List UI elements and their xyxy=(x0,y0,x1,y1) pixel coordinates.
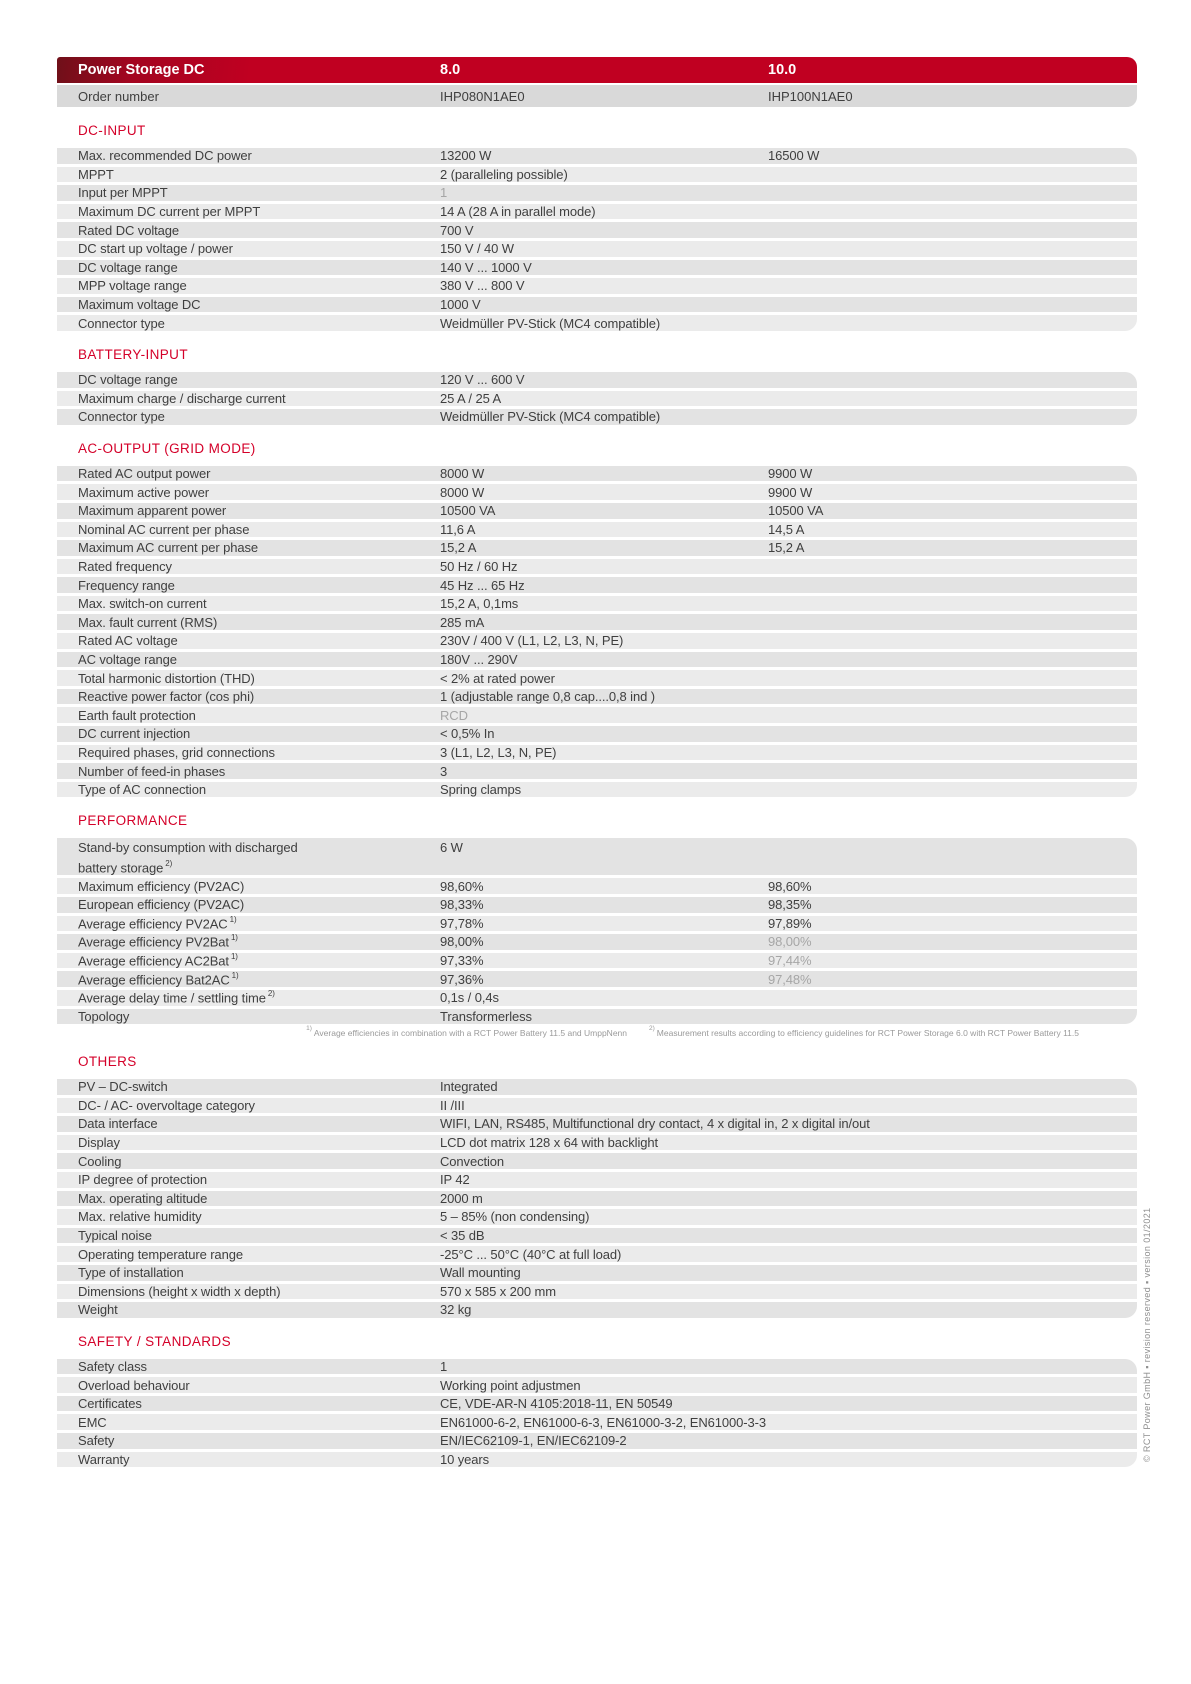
spec-label: Maximum AC current per phase xyxy=(78,540,258,556)
spec-section xyxy=(57,123,1137,331)
efficiency-footnote xyxy=(57,1027,1137,1038)
spec-label: Average efficiency Bat2AC $^{1)}$ xyxy=(78,970,239,987)
table-row xyxy=(57,971,1137,987)
spec-label: Type of installation xyxy=(78,1265,184,1281)
spec-value-8: Integrated xyxy=(440,1079,498,1095)
spec-value-8: EN61000-6-2, EN61000-6-3, EN61000-3-2, EN61000-3-3 xyxy=(440,1414,766,1430)
spec-label: Max. switch-on current xyxy=(78,596,207,612)
spec-label: Connector type xyxy=(78,315,165,331)
spec-value-8: Weidmüller PV-Stick (MC4 compatible) xyxy=(440,315,661,331)
spec-label: Rated AC voltage xyxy=(78,633,178,649)
spec-label: DC current injection xyxy=(78,726,191,742)
copyright-side-note: © RCT Power GmbH ▪ revision reserved ▪ version 01/2021 xyxy=(1142,1207,1152,1462)
spec-value-10: 16500 W xyxy=(768,148,820,164)
spec-label: Reactive power factor (cos phi) xyxy=(78,689,255,705)
spec-label: Max. relative humidity xyxy=(78,1209,202,1225)
table-row xyxy=(57,596,1137,612)
spec-value-8: 97,36% xyxy=(440,971,484,987)
table-row xyxy=(57,204,1137,220)
spec-label: Maximum apparent power xyxy=(78,503,227,519)
table-row xyxy=(57,278,1137,294)
spec-value-8: 10 years xyxy=(440,1451,490,1467)
spec-label: Certificates xyxy=(78,1396,142,1412)
spec-value-8: 13200 W xyxy=(440,148,492,164)
spec-label: Stand-by consumption with discharged battery storage $^{2)}$ xyxy=(78,840,298,876)
table-header-bar xyxy=(57,57,1137,83)
spec-value-8: 25 A / 25 A xyxy=(440,390,502,406)
section-rows xyxy=(57,372,1137,425)
footnote-part: $^{1)}$ Average efficiencies in combination with a RCT Power Battery 11.5 and UmppNenn xyxy=(306,1025,627,1038)
table-row xyxy=(57,297,1137,313)
spec-label: Connector type xyxy=(78,409,165,425)
product-family-title: Power Storage DC xyxy=(78,62,205,78)
spec-value-8: Spring clamps xyxy=(440,782,522,798)
table-row xyxy=(57,148,1137,164)
order-number-8: IHP080N1AE0 xyxy=(440,88,525,104)
table-row xyxy=(57,315,1137,331)
spec-value-8: 1 (adjustable range 0,8 cap....0,8 ind ) xyxy=(440,689,655,705)
table-row xyxy=(57,167,1137,183)
table-row xyxy=(57,391,1137,407)
table-row xyxy=(57,1079,1137,1095)
spec-label: Warranty xyxy=(78,1451,130,1467)
spec-label: Maximum active power xyxy=(78,484,209,500)
spec-label: Typical noise xyxy=(78,1228,152,1244)
table-row xyxy=(57,372,1137,388)
spec-value-8: 570 x 585 x 200 mm xyxy=(440,1283,556,1299)
spec-value-8: Weidmüller PV-Stick (MC4 compatible) xyxy=(440,409,661,425)
spec-value-8: Convection xyxy=(440,1153,505,1169)
model-column-8: 8.0 xyxy=(440,62,461,78)
spec-label: DC voltage range xyxy=(78,372,178,388)
table-row xyxy=(57,1098,1137,1114)
section-rows xyxy=(57,466,1137,798)
spec-value-8: 11,6 A xyxy=(440,521,476,537)
spec-label: Maximum charge / discharge current xyxy=(78,390,286,406)
spec-label: PV – DC-switch xyxy=(78,1079,168,1095)
spec-value-10: 14,5 A xyxy=(768,521,805,537)
spec-value-8: 6 W xyxy=(440,840,463,856)
table-row xyxy=(57,1359,1137,1375)
spec-value-8: 98,00% xyxy=(440,934,484,950)
section-title: SAFETY / STANDARDS xyxy=(78,1333,231,1349)
spec-label: IP degree of protection xyxy=(78,1172,207,1188)
footnote-part: $^{2)}$ Measurement results according to efficiency guidelines for RCT Power Storage 6.0 with RCT Power Battery 11.5 xyxy=(649,1025,1079,1038)
spec-value-8: 50 Hz / 60 Hz xyxy=(440,558,518,574)
spec-value-8: 15,2 A, 0,1ms xyxy=(440,596,519,612)
spec-value-8: 2 (paralleling possible) xyxy=(440,166,568,182)
table-row xyxy=(57,953,1137,969)
table-row xyxy=(57,522,1137,538)
spec-label: Maximum voltage DC xyxy=(78,297,201,313)
table-row xyxy=(57,466,1137,482)
spec-value-8: 8000 W xyxy=(440,466,485,482)
spec-value-10: 97,89% xyxy=(768,915,812,931)
spec-label: European efficiency (PV2AC) xyxy=(78,897,245,913)
spec-value-8: 98,33% xyxy=(440,897,484,913)
spec-label: Safety class xyxy=(78,1359,147,1374)
spec-value-10: 98,60% xyxy=(768,878,812,894)
spec-value-8: 700 V xyxy=(440,222,474,238)
spec-label: MPPT xyxy=(78,166,114,182)
spec-label: Safety xyxy=(78,1433,115,1449)
table-row xyxy=(57,1452,1137,1468)
spec-label: Data interface xyxy=(78,1116,158,1132)
spec-value-8: 2000 m xyxy=(440,1190,483,1206)
spec-value-8: 180V ... 290V xyxy=(440,651,518,667)
table-row xyxy=(57,1209,1137,1225)
table-row xyxy=(57,916,1137,932)
table-row xyxy=(57,614,1137,630)
table-row xyxy=(57,241,1137,257)
spec-value-8: 5 – 85% (non condensing) xyxy=(440,1209,590,1225)
order-number-row xyxy=(57,85,1137,107)
spec-label: Average delay time / settling time $^{2)}$ xyxy=(78,989,275,1006)
spec-value-8: CE, VDE-AR-N 4105:2018-11, EN 50549 xyxy=(440,1396,673,1412)
section-rows xyxy=(57,1079,1137,1318)
spec-label: Max. operating altitude xyxy=(78,1190,208,1206)
spec-value-8: 120 V ... 600 V xyxy=(440,372,525,388)
spec-label: EMC xyxy=(78,1414,107,1430)
spec-value-8: 1 xyxy=(440,185,448,201)
spec-label: Dimensions (height x width x depth) xyxy=(78,1283,281,1299)
spec-value-8: -25°C ... 50°C (40°C at full load) xyxy=(440,1246,622,1262)
table-row xyxy=(57,652,1137,668)
spec-value-8: < 35 dB xyxy=(440,1228,485,1244)
table-row xyxy=(57,1246,1137,1262)
table-row xyxy=(57,540,1137,556)
section-rows xyxy=(57,838,1137,1024)
section-title: DC-INPUT xyxy=(78,123,146,138)
table-row xyxy=(57,260,1137,276)
spec-label: Average efficiency AC2Bat $^{1)}$ xyxy=(78,951,238,969)
spec-label: Type of AC connection xyxy=(78,782,206,798)
spec-value-10: 9900 W xyxy=(768,466,813,482)
spec-label: Total harmonic distortion (THD) xyxy=(78,670,255,686)
spec-value-8: IP 42 xyxy=(440,1172,470,1188)
spec-value-8: LCD dot matrix 128 x 64 with backlight xyxy=(440,1135,659,1151)
spec-value-10: 10500 VA xyxy=(768,503,824,519)
spec-value-8: 97,33% xyxy=(440,953,484,969)
spec-table xyxy=(57,57,1137,1470)
table-row xyxy=(57,689,1137,705)
spec-label: Operating temperature range xyxy=(78,1246,243,1262)
spec-section xyxy=(57,347,1137,425)
spec-label: Weight xyxy=(78,1302,118,1318)
table-row xyxy=(57,1135,1137,1151)
spec-value-8: < 0,5% In xyxy=(440,726,495,742)
spec-label: Max. recommended DC power xyxy=(78,148,252,164)
table-row xyxy=(57,934,1137,950)
spec-value-8: Wall mounting xyxy=(440,1265,521,1281)
section-title: PERFORMANCE xyxy=(78,813,188,829)
table-row xyxy=(57,1433,1137,1449)
spec-section xyxy=(57,441,1137,798)
spec-label: DC- / AC- overvoltage category xyxy=(78,1097,255,1113)
table-row xyxy=(57,222,1137,238)
order-number-10: IHP100N1AE0 xyxy=(768,88,853,104)
table-row xyxy=(57,1172,1137,1188)
spec-value-8: 45 Hz ... 65 Hz xyxy=(440,577,525,593)
section-rows xyxy=(57,1359,1137,1468)
table-row xyxy=(57,1228,1137,1244)
spec-value-8: 32 kg xyxy=(440,1302,472,1318)
spec-section xyxy=(57,1334,1137,1468)
spec-value-8: 230V / 400 V (L1, L2, L3, N, PE) xyxy=(440,633,624,649)
spec-label: Cooling xyxy=(78,1153,122,1169)
spec-value-10: 97,44% xyxy=(768,953,812,969)
spec-value-8: 15,2 A xyxy=(440,540,477,556)
spec-value-8: II /III xyxy=(440,1097,465,1113)
spec-label: Rated DC voltage xyxy=(78,222,180,238)
spec-label: Topology xyxy=(78,1008,130,1024)
table-row xyxy=(57,185,1137,201)
spec-value-8: 3 (L1, L2, L3, N, PE) xyxy=(440,744,557,760)
spec-label: Rated AC output power xyxy=(78,466,211,482)
spec-label: Earth fault protection xyxy=(78,707,196,723)
table-row xyxy=(57,1153,1137,1169)
table-row xyxy=(57,1009,1137,1025)
spec-value-8: EN/IEC62109-1, EN/IEC62109-2 xyxy=(440,1433,627,1449)
table-row xyxy=(57,878,1137,894)
table-row xyxy=(57,484,1137,500)
spec-label: Max. fault current (RMS) xyxy=(78,614,218,630)
table-row xyxy=(57,670,1137,686)
section-title: AC-OUTPUT (GRID MODE) xyxy=(78,440,256,456)
spec-label: DC start up voltage / power xyxy=(78,241,233,257)
spec-value-8: 10500 VA xyxy=(440,503,496,519)
spec-label: Required phases, grid connections xyxy=(78,744,275,760)
spec-value-8: Transformerless xyxy=(440,1008,532,1024)
spec-label: Input per MPPT xyxy=(78,185,168,201)
spec-value-8: 140 V ... 1000 V xyxy=(440,259,532,275)
table-row xyxy=(57,409,1137,425)
spec-value-8: 8000 W xyxy=(440,484,485,500)
spec-value-8: WIFI, LAN, RS485, Multifunctional dry contact, 4 x digital in, 2 x digital in/out xyxy=(440,1116,870,1132)
spec-label: Average efficiency PV2AC $^{1)}$ xyxy=(78,914,237,932)
table-row xyxy=(57,707,1137,723)
order-number-label: Order number xyxy=(78,88,159,104)
table-row xyxy=(57,763,1137,779)
spec-value-10: 9900 W xyxy=(768,484,813,500)
table-row xyxy=(57,990,1137,1006)
spec-label: MPP voltage range xyxy=(78,278,187,294)
spec-value-10: 98,00% xyxy=(768,934,812,950)
table-row xyxy=(57,1302,1137,1318)
spec-value-8: 150 V / 40 W xyxy=(440,241,514,257)
spec-label: Nominal AC current per phase xyxy=(78,521,250,537)
table-row xyxy=(57,1396,1137,1412)
spec-value-8: 3 xyxy=(440,763,448,779)
spec-label: Maximum efficiency (PV2AC) xyxy=(78,878,245,894)
spec-value-8: 97,78% xyxy=(440,915,484,931)
table-row xyxy=(57,838,1137,875)
model-column-10: 10.0 xyxy=(768,62,797,78)
spec-section xyxy=(57,813,1137,1038)
spec-value-8: 285 mA xyxy=(440,614,485,630)
spec-label: Maximum DC current per MPPT xyxy=(78,204,261,220)
section-rows xyxy=(57,148,1137,331)
sections xyxy=(57,123,1137,1467)
section-title: BATTERY-INPUT xyxy=(78,346,188,362)
spec-value-8: 98,60% xyxy=(440,878,484,894)
spec-value-8: 1000 V xyxy=(440,297,481,313)
spec-label: Number of feed-in phases xyxy=(78,763,226,779)
table-row xyxy=(57,1191,1137,1207)
spec-value-8: < 2% at rated power xyxy=(440,670,555,686)
spec-value-10: 97,48% xyxy=(768,971,812,987)
spec-value-8: 0,1s / 0,4s xyxy=(440,990,499,1006)
spec-label: DC voltage range xyxy=(78,259,178,275)
spec-label: AC voltage range xyxy=(78,651,177,667)
table-row xyxy=(57,1377,1137,1393)
table-row xyxy=(57,782,1137,798)
table-row xyxy=(57,577,1137,593)
table-row xyxy=(57,633,1137,649)
table-row xyxy=(57,726,1137,742)
table-row xyxy=(57,559,1137,575)
spec-label: Average efficiency PV2Bat $^{1)}$ xyxy=(78,933,238,950)
section-title: OTHERS xyxy=(78,1053,137,1069)
spec-value-8: 380 V ... 800 V xyxy=(440,278,525,294)
table-row xyxy=(57,1116,1137,1132)
table-row xyxy=(57,897,1137,913)
spec-value-8: 14 A (28 A in parallel mode) xyxy=(440,204,596,220)
spec-value-8: RCD xyxy=(440,707,468,723)
spec-value-10: 15,2 A xyxy=(768,540,805,556)
table-row xyxy=(57,1414,1137,1430)
spec-label: Display xyxy=(78,1135,120,1151)
spec-section xyxy=(57,1054,1137,1318)
spec-value-8: Working point adjustmen xyxy=(440,1377,581,1393)
spec-label: Overload behaviour xyxy=(78,1377,190,1393)
spec-label: Frequency range xyxy=(78,577,175,593)
table-row xyxy=(57,745,1137,761)
spec-value-10: 98,35% xyxy=(768,897,812,913)
table-row xyxy=(57,1284,1137,1300)
spec-value-8: 1 xyxy=(440,1359,448,1374)
spec-label: Rated frequency xyxy=(78,558,172,574)
table-row xyxy=(57,1265,1137,1281)
table-row xyxy=(57,503,1137,519)
